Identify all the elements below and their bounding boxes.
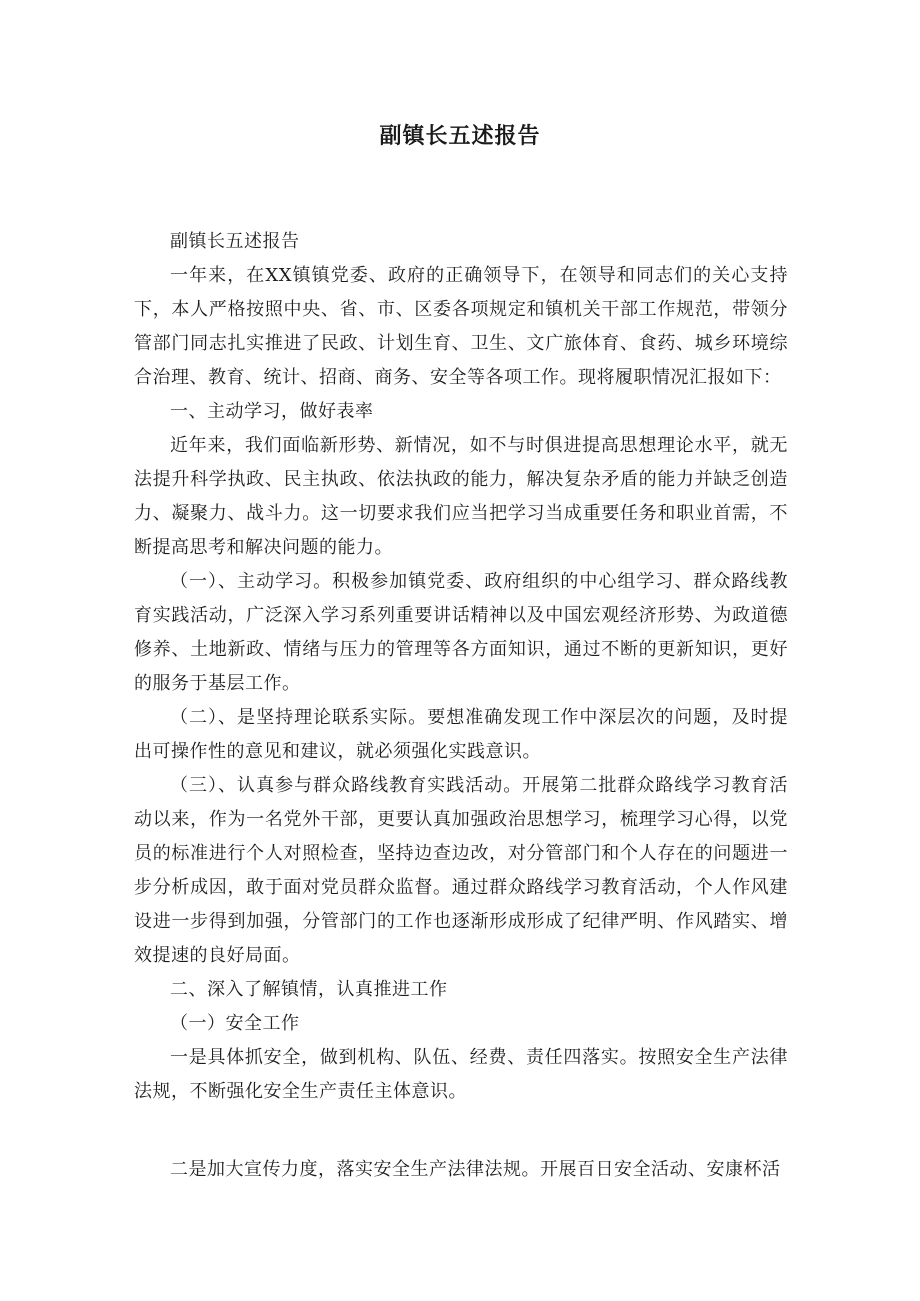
paragraph: 二是加大宣传力度，落实安全生产法律法规。开展百日安全活动、安康杯活 xyxy=(170,1159,781,1180)
paragraph: （一）、主动学习。积极参加镇党委、政府组织的中心组学习、群众路线教育实践活动，广泛深入学习系列重要讲话精神以及中国宏观经济形势、为政道德修养、土地新政、情绪与压力的管理等各方面知识，通过不断的更新知识，更好的服务于基层工作。 xyxy=(134,571,788,694)
section-heading: 一、主动学习，做好表率 xyxy=(170,401,374,422)
section-heading: 二、深入了解镇情，认真推进工作 xyxy=(170,979,448,1000)
subsection-heading: （一）安全工作 xyxy=(170,1013,300,1034)
paragraph: 一是具体抓安全，做到机构、队伍、经费、责任四落实。按照安全生产法律法规，不断强化安全生产责任主体意识。 xyxy=(134,1047,788,1102)
document-body xyxy=(134,225,788,1187)
paragraph: 近年来，我们面临新形势、新情况，如不与时俱进提高思想理论水平，就无法提升科学执政、民主执政、依法执政的能力，解决复杂矛盾的能力并缺乏创造力、凝聚力、战斗力。这一切要求我们应当把学习当成重要任务和职业首需，不断提高思考和解决问题的能力。 xyxy=(134,435,788,558)
paragraph: 副镇长五述报告 xyxy=(170,231,300,252)
paragraph: （二）、是坚持理论联系实际。要想准确发现工作中深层次的问题，及时提出可操作性的意见和建议，就必须强化实践意识。 xyxy=(134,707,788,762)
paragraph: （三）、认真参与群众路线教育实践活动。开展第二批群众路线学习教育活动以来，作为一名党外干部，更要认真加强政治思想学习，梳理学习心得，以党员的标准进行个人对照检查，坚持边查边改，对分管部门和个人存在的问题进一步分析成因，敢于面对党员群众监督。通过群众路线学习教育活动，个人作风建设进一步得到加强，分管部门的工作也逐渐形成形成了纪律严明、作风踏实、增效提速的良好局面。 xyxy=(134,775,788,966)
document-title: 副镇长五述报告 xyxy=(379,124,541,149)
paragraph: 一年来，在XX镇镇党委、政府的正确领导下，在领导和同志们的关心支持下，本人严格按照中央、省、市、区委各项规定和镇机关干部工作规范，带领分管部门同志扎实推进了民政、计划生育、卫生、文广旅体育、食药、城乡环境综合治理、教育、统计、招商、商务、安全等各项工作。现将履职情况汇报如下： xyxy=(134,265,788,388)
